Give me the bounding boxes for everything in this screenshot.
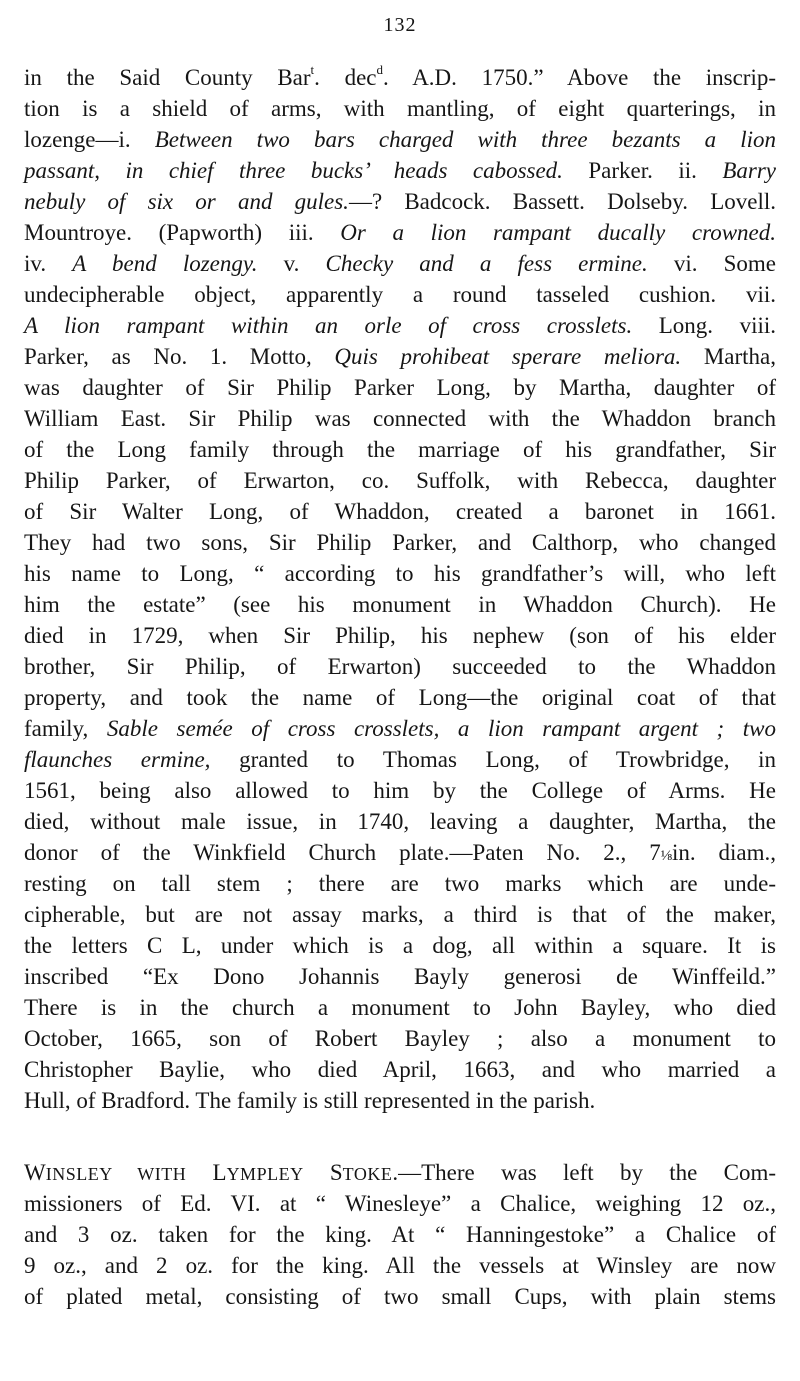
body-text-line: nebuly of six or and gules.—? Badcock. Bassett. Dolseby. Lovell.	[24, 189, 776, 214]
body-text-line: Mountroye. (Papworth) iii. Or a lion rampant ducally crowned.	[24, 220, 776, 245]
body-text-line: Parker, as No. 1. Motto, Quis prohibeat sperare meliora. Martha,	[24, 344, 777, 369]
body-text-line: tion is a shield of arms, with mantling, of eight quarterings, in	[24, 96, 776, 121]
body-text-line: October, 1665, son of Robert Bayley ; also a monument to	[24, 1026, 776, 1051]
body-text-line: died, without male issue, in 1740, leaving a daughter, Martha, the	[24, 809, 776, 834]
body-text-line: property, and took the name of Long—the original coat of that	[24, 685, 776, 710]
body-text-line: iv. A bend lozengy. v. Checky and a fess ermine. vi. Some	[24, 251, 776, 276]
body-text-line: of Sir Walter Long, of Whaddon, created a baronet in 1661.	[24, 499, 776, 524]
body-text-line: him the estate” (see his monument in Whaddon Church). He	[24, 592, 776, 617]
body-text-line: cipherable, but are not assay marks, a third is that of the maker,	[24, 902, 776, 927]
body-text-line: his name to Long, “ according to his grandfather’s will, who left	[24, 561, 776, 586]
body-text-line: family, Sable semée of cross crosslets, a lion rampant argent ; two	[24, 716, 776, 741]
body-text-line: brother, Sir Philip, of Erwarton) succeeded to the Whaddon	[24, 654, 776, 679]
body-text-line: donor of the Winkfield Church plate.—Paten No. 2., 7⅛in. diam.,	[24, 840, 776, 865]
body-text-line: Christopher Baylie, who died April, 1663, and who married a	[24, 1057, 776, 1082]
body-text-line: died in 1729, when Sir Philip, his nephew (son of his elder	[24, 623, 776, 648]
body-text-line: undecipherable object, apparently a round tasseled cushion. vii.	[24, 282, 776, 307]
section-text-line: missioners of Ed. VI. at “ Winesleye” a Chalice, weighing 12 oz.,	[24, 1191, 776, 1216]
body-text-line: was daughter of Sir Philip Parker Long, by Martha, daughter of	[24, 375, 776, 400]
body-text-line: 1561, being also allowed to him by the College of Arms. He	[24, 778, 776, 803]
body-text-line: inscribed “Ex Dono Johannis Bayly generosi de Winffeild.”	[24, 964, 776, 989]
body-text-line: There is in the church a monument to John Bayley, who died	[24, 995, 776, 1020]
body-text-line: Philip Parker, of Erwarton, co. Suffolk, with Rebecca, daughter	[24, 468, 776, 493]
body-text-line: in the Said County Bar$^t$. dec$^d$. A.D. 1750.” Above the inscrip-	[24, 62, 776, 90]
body-text-line: passant, in chief three bucks’ heads cabossed. Parker. ii. Barry	[24, 158, 776, 183]
body-text-line: William East. Sir Philip was connected with the Whaddon branch	[24, 406, 776, 431]
body-text-line: A lion rampant within an orle of cross crosslets. Long. viii.	[24, 313, 776, 338]
body-text-line: resting on tall stem ; there are two marks which are unde-	[24, 871, 776, 896]
body-text-line: They had two sons, Sir Philip Parker, and Calthorp, who changed	[24, 530, 776, 555]
section-text-line: WINSLEY WITH LYMPLEY STOKE.—There was left by the Com-	[24, 1160, 776, 1185]
body-text-line: lozenge—i. Between two bars charged with three bezants a lion	[24, 127, 777, 152]
body-text-line: the letters C L, under which is a dog, all within a square. It is	[24, 933, 776, 958]
body-text-line: flaunches ermine, granted to Thomas Long, of Trowbridge, in	[24, 747, 776, 772]
body-text-line: Hull, of Bradford. The family is still represented in the parish.	[24, 1088, 596, 1113]
page-number: 132	[383, 14, 417, 36]
section-text-line: of plated metal, consisting of two small Cups, with plain stems	[24, 1284, 776, 1309]
section-text-line: and 3 oz. taken for the king. At “ Hanningestoke” a Chalice of	[24, 1222, 776, 1247]
body-text-line: of the Long family through the marriage of his grandfather, Sir	[24, 437, 776, 462]
section-text-line: 9 oz., and 2 oz. for the king. All the vessels at Winsley are now	[24, 1253, 776, 1278]
